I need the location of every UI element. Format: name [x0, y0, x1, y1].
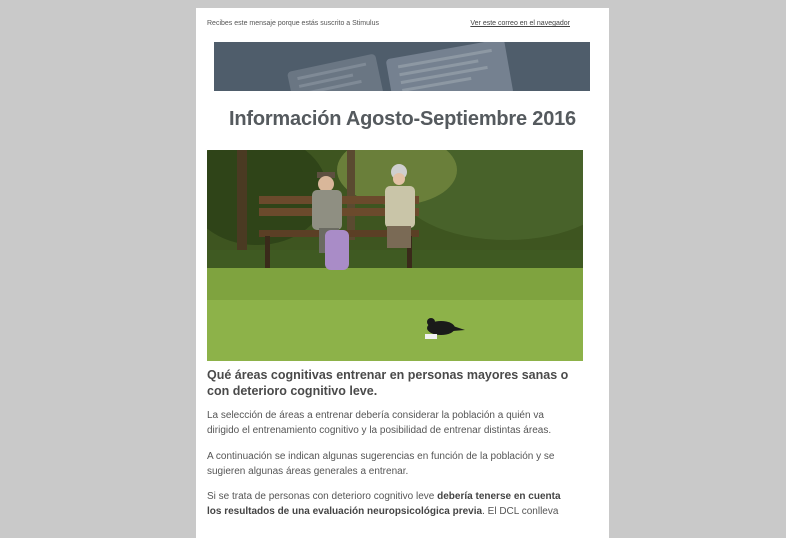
email-container — [196, 8, 609, 538]
article-title[interactable]: Qué áreas cognitivas entrenar en personas mayores sanas o con deterioro cognitivo leve. — [207, 368, 569, 398]
park-bench-photo — [207, 150, 583, 361]
subscription-notice: Recibes este mensaje porque estás suscrito a Stimulus — [207, 20, 379, 27]
article-paragraph-2: A continuación se indican algunas sugerencias en función de la población y se sugieren algunas áreas generales a entrenar. — [207, 451, 555, 477]
paragraph3-end: . El DCL conlleva — [482, 506, 559, 517]
article-photo — [207, 150, 583, 361]
banner-graphic — [214, 42, 590, 91]
header-banner-image — [214, 42, 590, 91]
paragraph3-bold: debería tenerse en cuenta los resultados de una evaluación neuropsicológica previa — [207, 491, 561, 517]
view-in-browser-link[interactable]: Ver este correo en el navegador — [470, 20, 570, 27]
paragraph3-start: Si se trata de personas con deterioro cognitivo leve — [207, 491, 438, 502]
newsletter-headline: Información Agosto-Septiembre 2016 — [229, 108, 576, 130]
article-paragraph-1: La selección de áreas a entrenar debería considerar la población a quién va dirigido el entrenamiento cognitivo y la posibilidad de entrenar distintas áreas. — [207, 410, 552, 436]
article-paragraph-3 — [207, 489, 577, 519]
email-topbar — [207, 20, 570, 34]
